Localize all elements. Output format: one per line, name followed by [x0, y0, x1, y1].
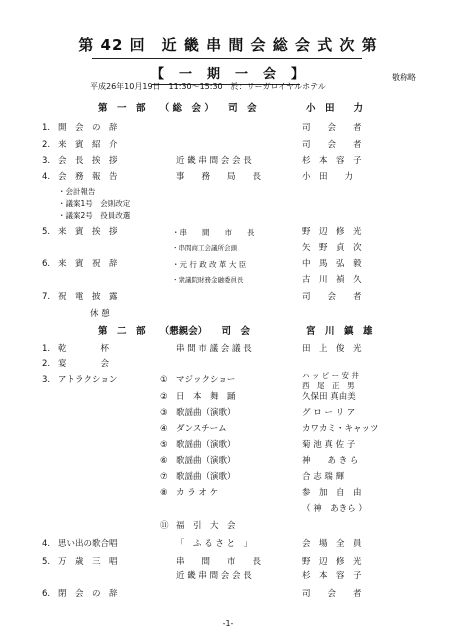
attraction-performer: カワカミ・キャッツ [302, 424, 379, 434]
attraction-mark: ⑧ [160, 488, 168, 498]
item-role: 串 間 市 長 [176, 557, 262, 567]
item-label: 宴 会 [58, 359, 110, 369]
attraction-name: 歌謡曲（演歌） [176, 472, 236, 482]
attraction-performer: 神 あ き ら [302, 456, 359, 466]
attraction-name: 歌謡曲（演歌） [176, 456, 236, 466]
item-person: 会 場 全 員 [302, 539, 362, 549]
attraction-name: カ ラ オ ケ [176, 488, 219, 498]
item-label: アトラクション [58, 375, 118, 385]
item-number: 3. [42, 375, 51, 385]
attraction-name: 日 本 舞 踊 [176, 392, 236, 402]
attraction-performer: 久保田 真由美 [302, 392, 356, 402]
item-role: ・元 行 政 改 革 大 臣 [172, 260, 247, 269]
attraction-name: 歌謡曲（演歌） [176, 408, 236, 418]
item-person: 矢 野 貞 次 [302, 243, 362, 253]
item-label: 開 会 の 辞 [58, 123, 118, 133]
attraction-performer: グ ロ ー リ ア [302, 408, 356, 418]
item-number: 2. [42, 359, 51, 369]
attraction-name: 福 引 大 会 [176, 521, 236, 531]
item-role: 串 間 市 議 会 議 長 [176, 344, 252, 354]
attraction-mark: ③ [160, 408, 168, 418]
item-number: 4. [42, 539, 51, 549]
item-label: 会 務 報 告 [58, 172, 118, 182]
attraction-performer: 合 志 瑞 輝 [302, 472, 345, 482]
item-person: 司 会 者 [302, 123, 362, 133]
item-person: 田 上 俊 光 [302, 344, 362, 354]
agenda-note: ・議案2号 役員改選 [58, 211, 131, 220]
attraction-name: マジックショー [176, 375, 236, 385]
item-number: 7. [42, 292, 51, 302]
item-role: 事 務 局 長 [176, 172, 262, 182]
item-role: ・串 間 市 長 [172, 228, 255, 237]
item-number: 1. [42, 123, 51, 133]
attraction-performer: ハ ッ ピ ー 安 井 [302, 371, 359, 380]
agenda-note: ・会計報告 [58, 187, 96, 196]
attraction-performer: 菊 池 真 佐 子 [302, 440, 356, 450]
attraction-mark: ② [160, 392, 168, 402]
attraction-name: ダンスチーム [176, 424, 227, 434]
attraction-mark: ⑤ [160, 440, 168, 450]
item-person: 杉 本 容 子 [302, 571, 362, 581]
document-subtitle: 【 一 期 一 会 】 [150, 67, 305, 82]
agenda-note: ・議案1号 会則改定 [58, 199, 131, 208]
item-label: 祝 電 披 露 [58, 292, 118, 302]
attraction-mark: ⑥ [160, 456, 168, 466]
item-person: 司 会 者 [302, 292, 362, 302]
item-number: 6. [42, 259, 51, 269]
item-person: 杉 本 容 子 [302, 156, 362, 166]
part2-mc: 宮 川 鎮 雄 [306, 326, 373, 337]
item-label: 来 賓 紹 介 [58, 140, 118, 150]
document-title: 第 42 回 近 畿 串 間 会 総 会 式 次 第 [78, 36, 378, 54]
item-label: 来 賓 祝 辞 [58, 259, 118, 269]
item-number: 6. [42, 589, 51, 599]
attraction-mark: ⑪ [160, 521, 169, 531]
date-venue: 平成26年10月19日 11:30～15:30 於：リーガロイヤルホテル [90, 82, 326, 91]
item-number: 4. [42, 172, 51, 182]
item-person: 古 川 禎 久 [302, 275, 362, 285]
part1-title: 第 一 部 （ 総 会 ） 司 会 [98, 103, 257, 114]
item-role: 「 ふ る さ と 」 [176, 539, 253, 549]
attraction-mark: ④ [160, 424, 168, 434]
item-person: 小 田 力 [302, 172, 354, 182]
item-role: 近 畿 串 間 会 会 長 [176, 571, 252, 581]
item-number: 1. [42, 344, 51, 354]
attraction-performer: 参 加 自 由 [302, 488, 362, 498]
break-label: 休 憩 [90, 309, 110, 319]
item-label: 来 賓 挨 拶 [58, 227, 118, 237]
item-person: 司 会 者 [302, 589, 362, 599]
item-person: 野 辺 修 光 [302, 227, 362, 237]
item-number: 5. [42, 227, 51, 237]
part2-title: 第 二 部 （懇親会） 司 会 [98, 326, 251, 337]
item-person: 司 会 者 [302, 140, 362, 150]
item-role: 近 畿 串 間 会 会 長 [176, 156, 252, 166]
attraction-name: 歌謡曲（演歌） [176, 440, 236, 450]
item-label: 閉 会 の 辞 [58, 589, 118, 599]
attraction-performer: （ 神 あきら ） [302, 504, 367, 514]
attraction-mark: ⑦ [160, 472, 168, 482]
item-label: 思い出の歌合唱 [58, 539, 118, 549]
item-person: 野 辺 修 光 [302, 557, 362, 567]
item-label: 万 歳 三 唱 [58, 557, 118, 567]
item-number: 3. [42, 156, 51, 166]
attraction-performer: 西 尾 正 男 [302, 381, 355, 390]
honorific-note: 敬称略 [392, 73, 416, 82]
item-number: 2. [42, 140, 51, 150]
attraction-mark: ① [160, 375, 168, 385]
item-role: ・串間商工会議所会頭 [172, 244, 237, 252]
part1-mc: 小 田 力 [306, 103, 364, 114]
item-person: 中 馬 弘 毅 [302, 259, 362, 269]
item-role: ・衆議院財務金融委員長 [172, 276, 244, 284]
page-number: -1- [222, 619, 234, 628]
item-number: 5. [42, 557, 51, 567]
title-underline [92, 58, 362, 59]
item-label: 乾 杯 [58, 344, 110, 354]
item-label: 会 長 挨 拶 [58, 156, 118, 166]
